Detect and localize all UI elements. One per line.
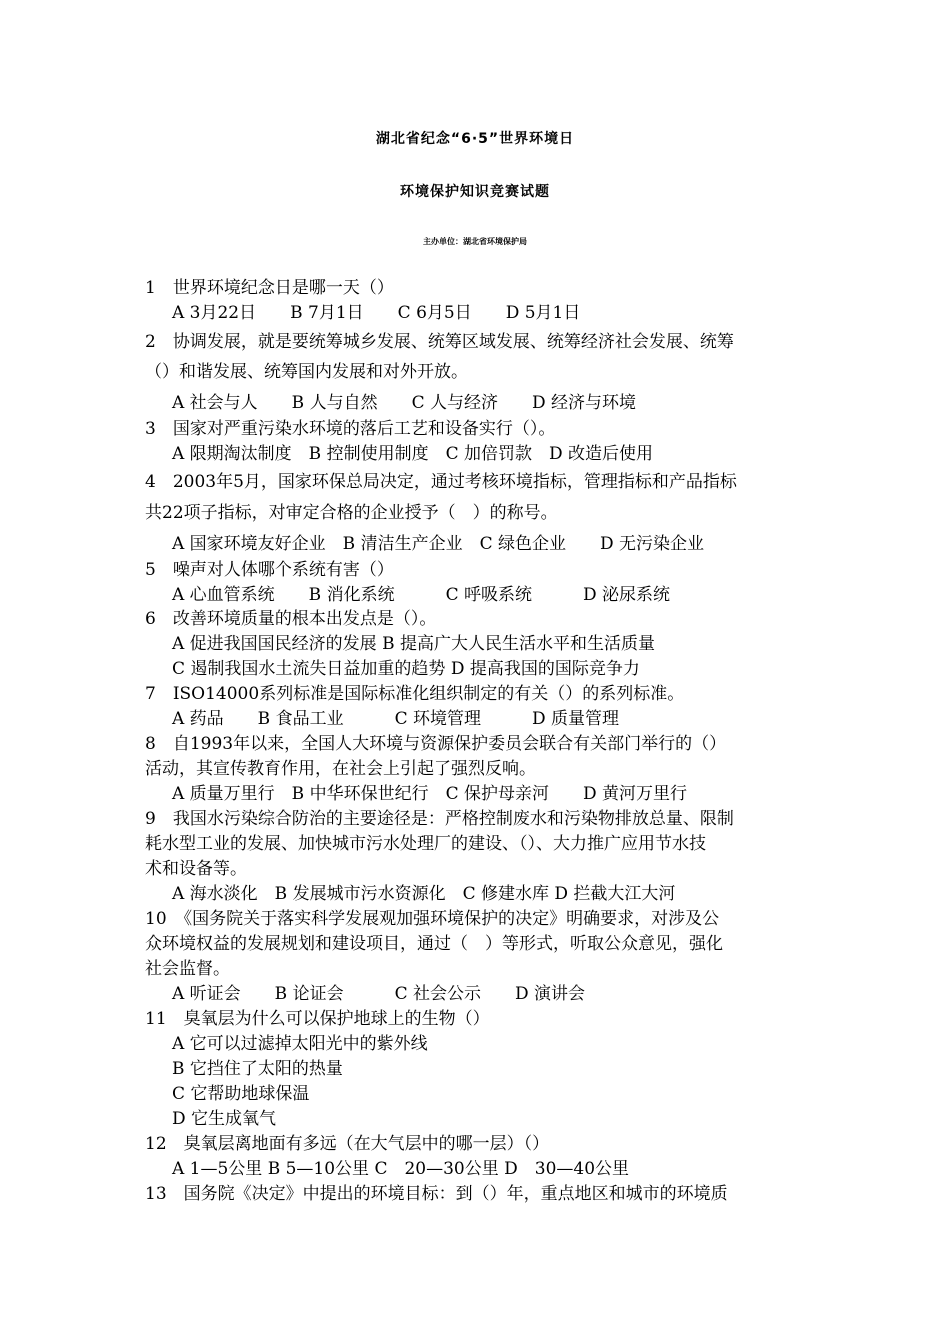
question-13: 13 国务院《决定》中提出的环境目标：到（）年，重点地区和城市的环境质 (145, 1184, 728, 1204)
question-10: 10 《国务院关于落实科学发展观加强环境保护的决定》明确要求，对涉及公 (145, 909, 720, 929)
question-2-continued: （）和谐发展、统筹国内发展和对外开放。 (145, 362, 468, 382)
question-1-options: A 3月22日 B 7月1日 C 6月5日 D 5月1日 (172, 303, 581, 323)
question-4-options: A 国家环境友好企业 B 清洁生产企业 C 绿色企业 D 无污染企业 (172, 534, 705, 554)
question-8-continued: 活动，其宣传教育作用，在社会上引起了强烈反响。 (145, 759, 536, 779)
question-4: 4 2003年5月，国家环保总局决定，通过考核环境指标，管理指标和产品指标 (145, 472, 737, 492)
question-11-option-c: C 它帮助地球保温 (172, 1084, 310, 1104)
question-3: 3 国家对严重污染水环境的落后工艺和设备实行（）。 (145, 419, 556, 439)
document-title-line-1: 湖北省纪念“6·5”世界环境日 (375, 131, 575, 147)
question-10-continued: 众环境权益的发展规划和建设项目，通过（ ）等形式，听取公众意见，强化 (145, 934, 723, 954)
question-3-options: A 限期淘汰制度 B 控制使用制度 C 加倍罚款 D 改造后使用 (172, 444, 654, 464)
question-6-options-ab: A 促进我国国民经济的发展 B 提高广大人民生活水平和生活质量 (172, 634, 655, 654)
question-11: 11 臭氧层为什么可以保护地球上的生物（） (145, 1009, 490, 1029)
question-2: 2 协调发展，就是要统筹城乡发展、统筹区域发展、统筹经济社会发展、统筹 (145, 332, 734, 352)
question-9-options: A 海水淡化 B 发展城市污水资源化 C 修建水库 D 拦截大江大河 (172, 884, 676, 904)
question-5: 5 噪声对人体哪个系统有害（） (145, 560, 394, 580)
question-4-continued: 共22项子指标，对审定合格的企业授予（ ）的称号。 (145, 503, 558, 523)
question-2-options: A 社会与人 B 人与自然 C 人与经济 D 经济与环境 (172, 393, 637, 413)
question-10-options: A 听证会 B 论证会 C 社会公示 D 演讲会 (172, 984, 586, 1004)
question-10-continued-2: 社会监督。 (145, 959, 230, 979)
organizer-subtitle: 主办单位：湖北省环境保护局 (423, 237, 527, 246)
question-11-option-b: B 它挡住了太阳的热量 (172, 1059, 343, 1079)
question-9: 9 我国水污染综合防治的主要途径是：严格控制废水和污染物排放总量、限制 (145, 809, 734, 829)
question-12: 12 臭氧层离地面有多远（在大气层中的哪一层）（） (145, 1134, 550, 1154)
question-6: 6 改善环境质量的根本出发点是（）。 (145, 609, 437, 629)
question-9-continued-2: 术和设备等。 (145, 859, 247, 879)
question-12-options: A 1—5公里 B 5—10公里 C 20—30公里 D 30—40公里 (172, 1159, 630, 1179)
question-8: 8 自1993年以来，全国人大环境与资源保护委员会联合有关部门举行的（） (145, 734, 727, 754)
question-11-option-a: A 它可以过滤掉太阳光中的紫外线 (172, 1034, 428, 1054)
question-1: 1 世界环境纪念日是哪一天（） (145, 278, 394, 298)
question-8-options: A 质量万里行 B 中华环保世纪行 C 保护母亲河 D 黄河万里行 (172, 784, 688, 804)
document-title-line-2: 环境保护知识竞赛试题 (400, 184, 550, 200)
question-9-continued: 耗水型工业的发展、加快城市污水处理厂的建设、（）、大力推广应用节水技 (145, 834, 706, 854)
question-6-options-cd: C 遏制我国水土流失日益加重的趋势 D 提高我国的国际竞争力 (172, 659, 640, 679)
question-7: 7 ISO14000系列标准是国际标准化组织制定的有关（）的系列标准。 (145, 684, 685, 704)
question-5-options: A 心血管系统 B 消化系统 C 呼吸系统 D 泌尿系统 (172, 585, 671, 605)
question-11-option-d: D 它生成氧气 (172, 1109, 277, 1129)
question-7-options: A 药品 B 食品工业 C 环境管理 D 质量管理 (172, 709, 620, 729)
